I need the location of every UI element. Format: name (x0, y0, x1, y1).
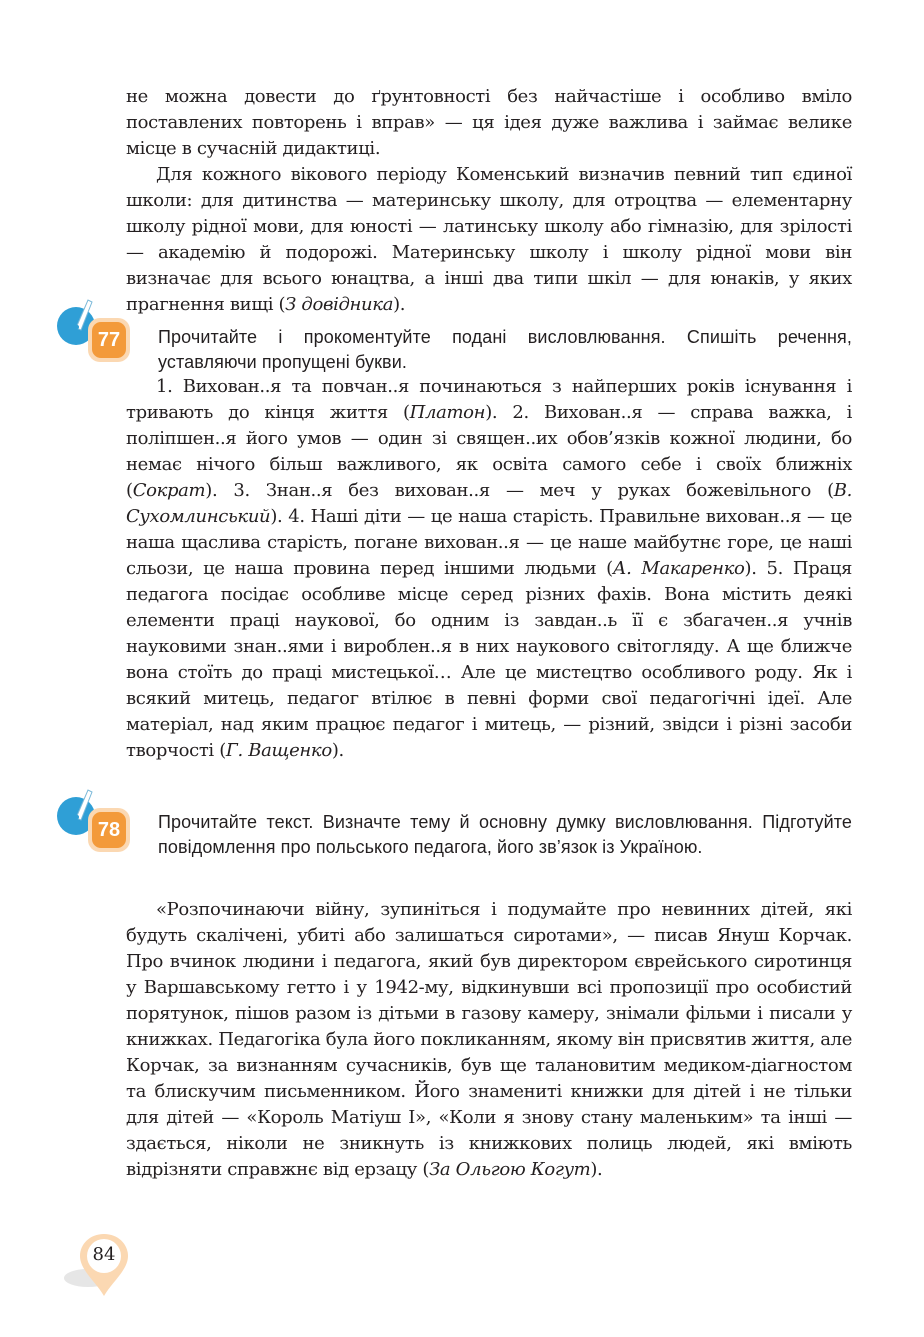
quote-3-author: В. Сухомлинський (126, 480, 852, 527)
korczak-paragraph (126, 897, 852, 1183)
exercise-77-text (126, 374, 852, 764)
exercise-78-badge (54, 784, 134, 856)
intro-text (126, 84, 852, 318)
location-pin-icon (60, 1228, 140, 1304)
exercise-77-number: 77 (97, 329, 121, 351)
quote-1-author: Платон (409, 402, 486, 423)
korczak-text: «Розпочинаючи війну, зупиніться і подумайте про невинних дітей, які будуть скалічені, убиті або залишаться сиротами», — писав Януш Корчак. Про вчинок людини і педагога, який був директором єврейського сиротинця у Варшавському гетто і у 1942-му, відкинувши всі пропозиції про особистий порятунок, пішов разом із дітьми в газову камеру, знімали фільми і писали у книжках. Педагогіка була його покликанням, якому він присвятив життя, але Корчак, за визнанням сучасників, був ще талановитим медиком-діагностом та блискучим письменником. Його знамениті книжки для дітей і не тільки для дітей — «Король Матіуш I», «Коли я знову стану маленьким» та інші — здається, ніколи не зникнуть із книжкових полиць людей, які вміють відрізняти справжнє від ерзацу ( (126, 899, 852, 1180)
quote-2-text: ). 2. Вихован..я — справа важка, і поліпшен..я його умов — один зі священ..их обов’язків кожної людини, бо немає нічого більш важливого, як освіта самого себе і своїх ближніх ( (126, 402, 852, 501)
quote-5-author: Г. Ващенко (225, 740, 332, 761)
exercise-77-quotes (126, 374, 852, 764)
quote-4-author: А. Макаренко (612, 558, 745, 579)
exercise-78-instruction: Прочитайте текст. Визначте тему й основну думку висловлювання. Підготуйте повідомлення про польського педагога, його зв’язок із Україною. (158, 812, 852, 857)
quote-2-author: Сократ (132, 480, 206, 501)
intro-paragraph-2-text: Для кожного вікового періоду Коменський визначив певний тип єдиної школи: для дитинства — материнську школу, для отроцтва — елементарну школу рідної мови, для юності — латинську школу або гімназію, для зрілості — академію й подорожі. Материнську школу і школу рідної мови він визначає для всього юнацтва, а інші два типи шкіл — для юнаків, у яких прагнення вищі ( (126, 164, 852, 315)
intro-paragraph-2-end: ). (393, 294, 406, 315)
intro-source: З довідника (285, 294, 394, 315)
exercise-77-badge (54, 294, 134, 366)
intro-paragraph-1: не можна довести до ґрунтовності без найчастіше і особливо вміло поставлених повторень і вправ» — ця ідея дуже важлива і займає велике місце в сучасній дидактиці. (126, 86, 852, 159)
korczak-source: За Ольгою Когут (429, 1159, 591, 1180)
quote-1-text: 1. Вихован..я та повчан..я починаються з найперших років існування і тривають до кінця життя ( (126, 376, 852, 423)
page-number-marker (60, 1228, 140, 1304)
korczak-end: ). (590, 1159, 603, 1180)
quote-4-text: ). 4. Наші діти — це наша старість. Правильне вихован..я — це наша щаслива старість, погане вихован..я — це наше майбутнє горе, це наші сльози, це наша провина перед іншими людьми ( (126, 506, 852, 579)
quotes-end: ). (331, 740, 344, 761)
exercise-77-instruction: Прочитайте і прокоментуйте подані висловлювання. Спишіть речення, уставляючи пропущені букви. (158, 327, 852, 372)
page-number: 84 (92, 1244, 116, 1265)
intro-paragraph-2 (126, 162, 852, 318)
quote-5-text: ). 5. Праця педагога посідає особливе місце серед різних фахів. Вона містить деякі елементи праці наукової, бо одним із завдан..ь її є збагачен..я учнів науковими знан..ями і вироблен..я в них наукового світогляду. А ще ближче вона стоїть до праці мистецької… Але це мистецтво особливого роду. Як і всякий митець, педагог втілює в певні форми свої педагогічні ідеї. Але матеріал, над яким працює педагог і митець, — різний, звідси і різні засоби творчості ( (126, 558, 852, 761)
quote-3-text: ). 3. Знан..я без вихован..я — меч у руках божевільного ( (205, 480, 834, 501)
exercise-78-text (126, 897, 852, 1183)
exercise-78-number: 78 (97, 819, 121, 841)
